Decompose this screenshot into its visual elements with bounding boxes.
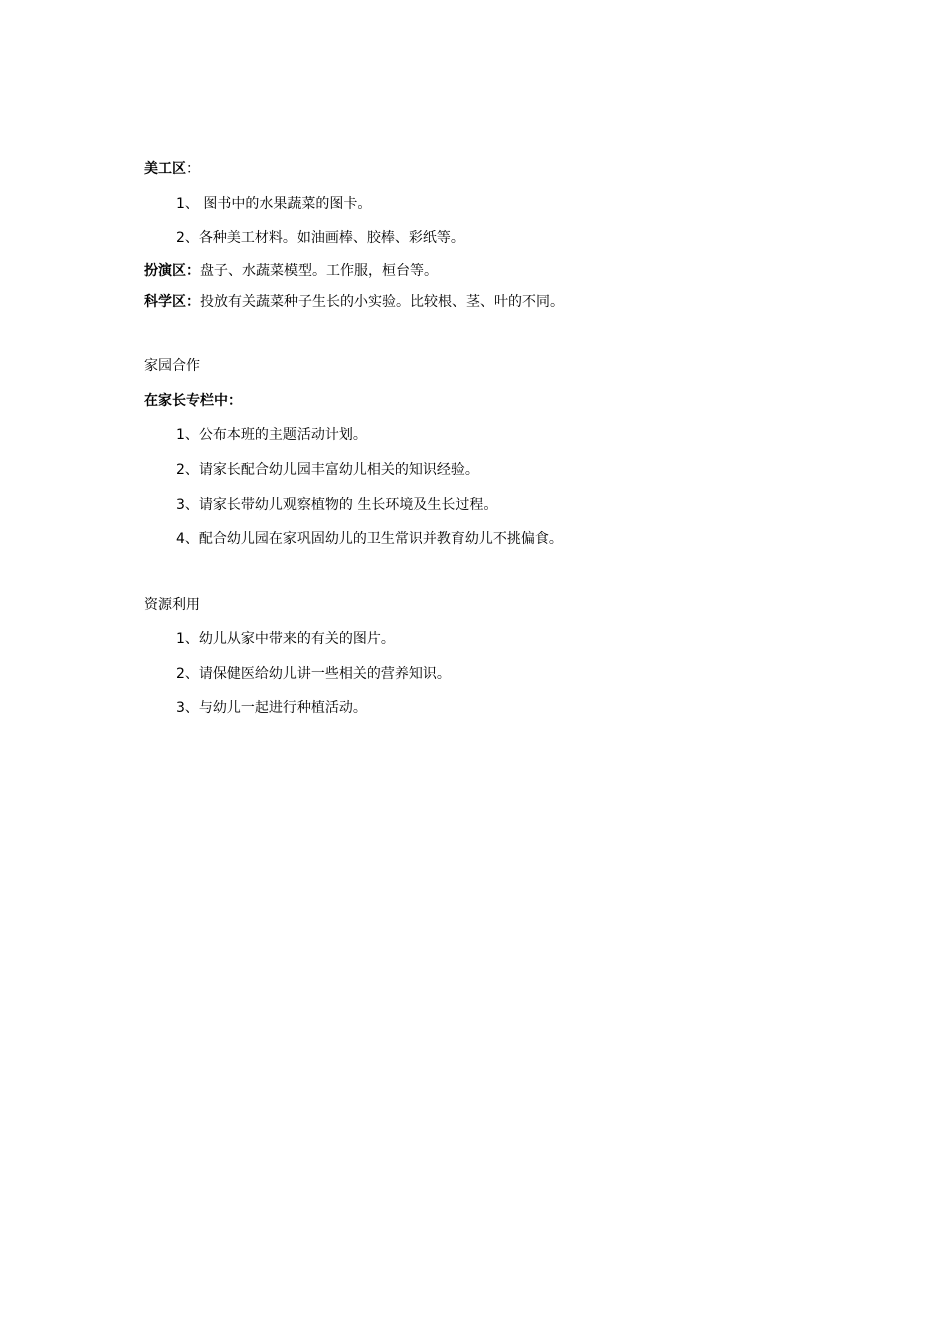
resources-item-2 bbox=[176, 664, 451, 684]
home-cooperation-item-1 bbox=[176, 425, 367, 445]
list-item-text: 请家长配合幼儿园丰富幼儿相关的知识经验。 bbox=[198, 462, 479, 478]
list-item-text: 各种美工材料。如油画棒、胶棒、彩纸等。 bbox=[198, 230, 465, 246]
art-area-heading bbox=[144, 159, 200, 179]
list-number: 2、 bbox=[176, 230, 199, 246]
art-area-item-1 bbox=[176, 194, 371, 214]
art-area-heading-colon: ： bbox=[186, 161, 200, 177]
resources-item-3 bbox=[176, 698, 367, 718]
play-area-text: 盘子、水蔬菜模型。工作服，桓台等。 bbox=[200, 263, 438, 279]
list-item-text: 请保健医给幼儿讲一些相关的营养知识。 bbox=[198, 666, 451, 682]
home-cooperation-item-3 bbox=[176, 495, 497, 515]
home-cooperation-title: 家园合作 bbox=[144, 358, 200, 374]
parent-column-subheading: 在家长专栏中： bbox=[144, 393, 242, 409]
list-item-text: 图书中的水果蔬菜的图卡。 bbox=[198, 196, 372, 212]
list-number: 2、 bbox=[176, 462, 199, 478]
science-area-label: 科学区： bbox=[144, 294, 200, 310]
play-area-line bbox=[144, 261, 438, 281]
list-item-text: 与幼儿一起进行种植活动。 bbox=[198, 700, 367, 716]
list-number: 4、 bbox=[176, 531, 199, 547]
science-area-line bbox=[144, 292, 564, 312]
play-area-label: 扮演区： bbox=[144, 263, 200, 279]
list-number: 3、 bbox=[176, 497, 199, 513]
science-area-text: 投放有关蔬菜种子生长的小实验。比较根、茎、叶的不同。 bbox=[200, 294, 564, 310]
list-number: 1、 bbox=[176, 427, 199, 443]
list-item-text: 公布本班的主题活动计划。 bbox=[198, 427, 367, 443]
list-number: 2、 bbox=[176, 666, 199, 682]
list-number: 1、 bbox=[176, 631, 199, 647]
list-number: 1、 bbox=[176, 196, 199, 212]
list-item-text: 配合幼儿园在家巩固幼儿的卫生常识并教育幼儿不挑偏食。 bbox=[198, 531, 563, 547]
resources-title: 资源利用 bbox=[144, 597, 200, 613]
list-number: 3、 bbox=[176, 700, 199, 716]
list-item-text: 请家长带幼儿观察植物的 生长环境及生长过程。 bbox=[198, 497, 498, 513]
art-area-heading-label: 美工区 bbox=[144, 161, 186, 177]
resources-item-1 bbox=[176, 629, 395, 649]
home-cooperation-item-4 bbox=[176, 529, 563, 549]
home-cooperation-item-2 bbox=[176, 460, 479, 480]
art-area-item-2 bbox=[176, 228, 465, 248]
list-item-text: 幼儿从家中带来的有关的图片。 bbox=[198, 631, 395, 647]
